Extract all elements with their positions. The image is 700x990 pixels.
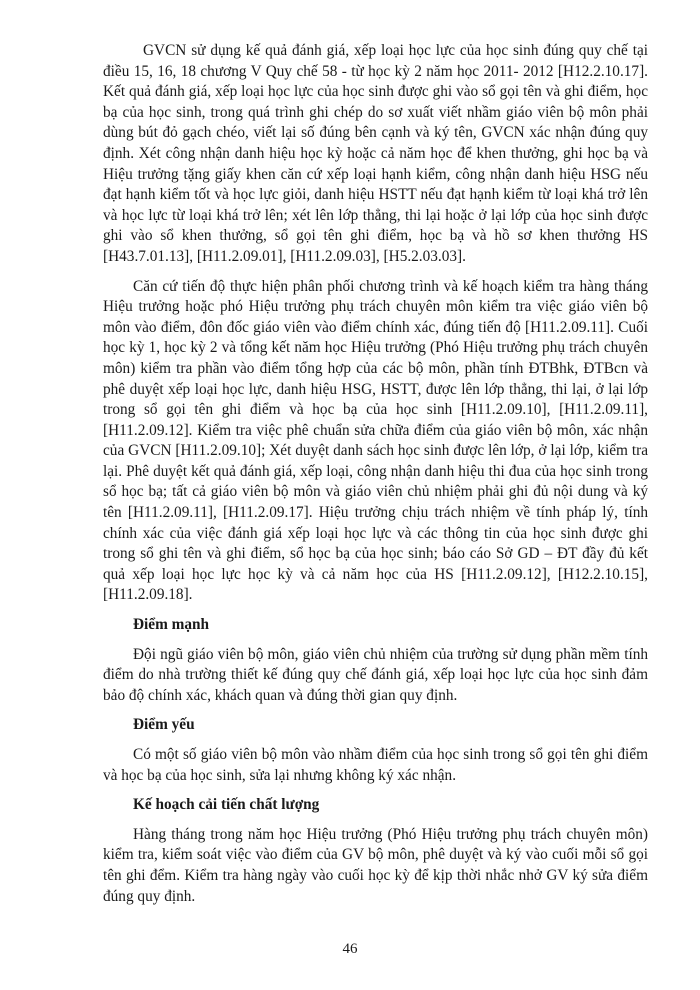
heading-strengths: Điểm mạnh xyxy=(133,616,210,634)
page-body xyxy=(103,41,648,907)
paragraph-grading-procedure: GVCN sử dụng kế quả đánh giá, xếp loại học lực của học sinh đúng quy chế tại điều 15, 16, 18 chương V Quy chế 58 - từ học kỳ 2 năm học 2011- 2012 [H12.2.10.17]. Kết quả đánh giá, xếp loại học lực của học sinh được ghi vào sổ gọi tên và ghi điểm, học bạ của học sinh, trong quá trình ghi chép do sơ xuất viết nhầm giáo viên bộ môn phải dùng bút đỏ gạch chéo, viết lại số đúng bên cạnh và ký tên, GVCN xác nhận đúng quy định. Xét công nhận danh hiệu học kỳ hoặc cả năm học để khen thưởng, ghi học bạ và Hiệu trưởng tặng giấy khen căn cứ xếp loại hạnh kiểm, công nhận danh hiệu HSG nếu đạt hạnh kiểm tốt và học lực giỏi, danh hiệu HSTT nếu đạt hạnh kiểm từ loại khá trở lên và học lực từ loại khá trở lên; xét lên lớp thẳng, thi lại hoặc ở lại lớp của học sinh được ghi vào sổ khen thưởng, sổ gọi tên ghi điểm, học bạ và hồ sơ khen thưởng HS [H43.7.01.13], [H11.2.09.01], [H11.2.09.03], [H5.2.03.03]. xyxy=(103,42,648,265)
paragraph-principal-review: Căn cứ tiến độ thực hiện phân phối chương trình và kế hoạch kiểm tra hàng tháng Hiệu trưởng hoặc phó Hiệu trưởng phụ trách chuyên môn kiểm tra việc giáo viên bộ môn vào điểm, đôn đốc giáo viên vào điểm chính xác, đúng tiến độ [H11.2.09.11]. Cuối học kỳ 1, học kỳ 2 và tổng kết năm học Hiệu trưởng (Phó Hiệu trưởng phụ trách chuyên môn) kiểm tra phần vào điểm tổng hợp của các bộ môn, phần tính ĐTBhk, ĐTBcn và phê duyệt xếp loại học lực, danh hiệu HSG, HSTT, được lên lớp thẳng, thi lại, ở lại lớp trong sổ gọi tên ghi điểm và học bạ của học sinh [H11.2.09.10], [H11.2.09.11], [H11.2.09.12]. Kiểm tra việc phê chuẩn sửa chữa điểm của giáo viên bộ môn, xác nhận của GVCN [H11.2.09.10]; Xét duyệt danh sách học sinh được lên lớp, ở lại lớp, kiểm tra lại. Phê duyệt kết quả đánh giá, xếp loại, công nhận danh hiệu thi đua của học sinh trong sổ học bạ; tất cả giáo viên bộ môn và giáo viên chủ nhiệm phải ghi đủ nội dung và ký tên [H11.2.09.11], [H11.2.09.17]. Hiệu trưởng chịu trách nhiệm về tính pháp lý, tính chính xác của việc đánh giá xếp loại học lực và các thông tin của học sinh được ghi trong sổ ghi tên và ghi điểm, sổ học bạ của học sinh; báo cáo Sở GD – ĐT đầy đủ kết quả xếp loại học lực học kỳ và cả năm học của HS [H11.2.09.12], [H12.2.10.15], [H11.2.09.18]. xyxy=(103,277,648,604)
heading-weaknesses: Điểm yếu xyxy=(133,716,195,734)
paragraph-improvement-plan: Hàng tháng trong năm học Hiệu trưởng (Phó Hiệu trưởng phụ trách chuyên môn) kiểm tra, kiểm soát việc vào điểm của GV bộ môn, phê duyệt và ký vào cuối mỗi sổ gọi tên ghi đểm. Kiểm tra hàng ngày vào cuối học kỳ để kịp thời nhắc nhở GV ký sửa điểm đúng quy định. xyxy=(103,825,648,905)
paragraph-strengths: Đội ngũ giáo viên bộ môn, giáo viên chủ nhiệm của trường sử dụng phần mềm tính điểm do nhà trường thiết kế đúng quy chế đánh giá, xếp loại học lực của học sinh đảm bảo độ chính xác, khách quan và đúng thời gian quy định. xyxy=(103,645,648,704)
paragraph-weaknesses: Có một số giáo viên bộ môn vào nhầm điểm của học sinh trong sổ gọi tên ghi điểm và học bạ của học sinh, sửa lại nhưng không ký xác nhận. xyxy=(103,746,648,784)
heading-improvement-plan: Kế hoạch cải tiến chất lượng xyxy=(133,796,320,814)
page-number: 46 xyxy=(342,941,358,957)
